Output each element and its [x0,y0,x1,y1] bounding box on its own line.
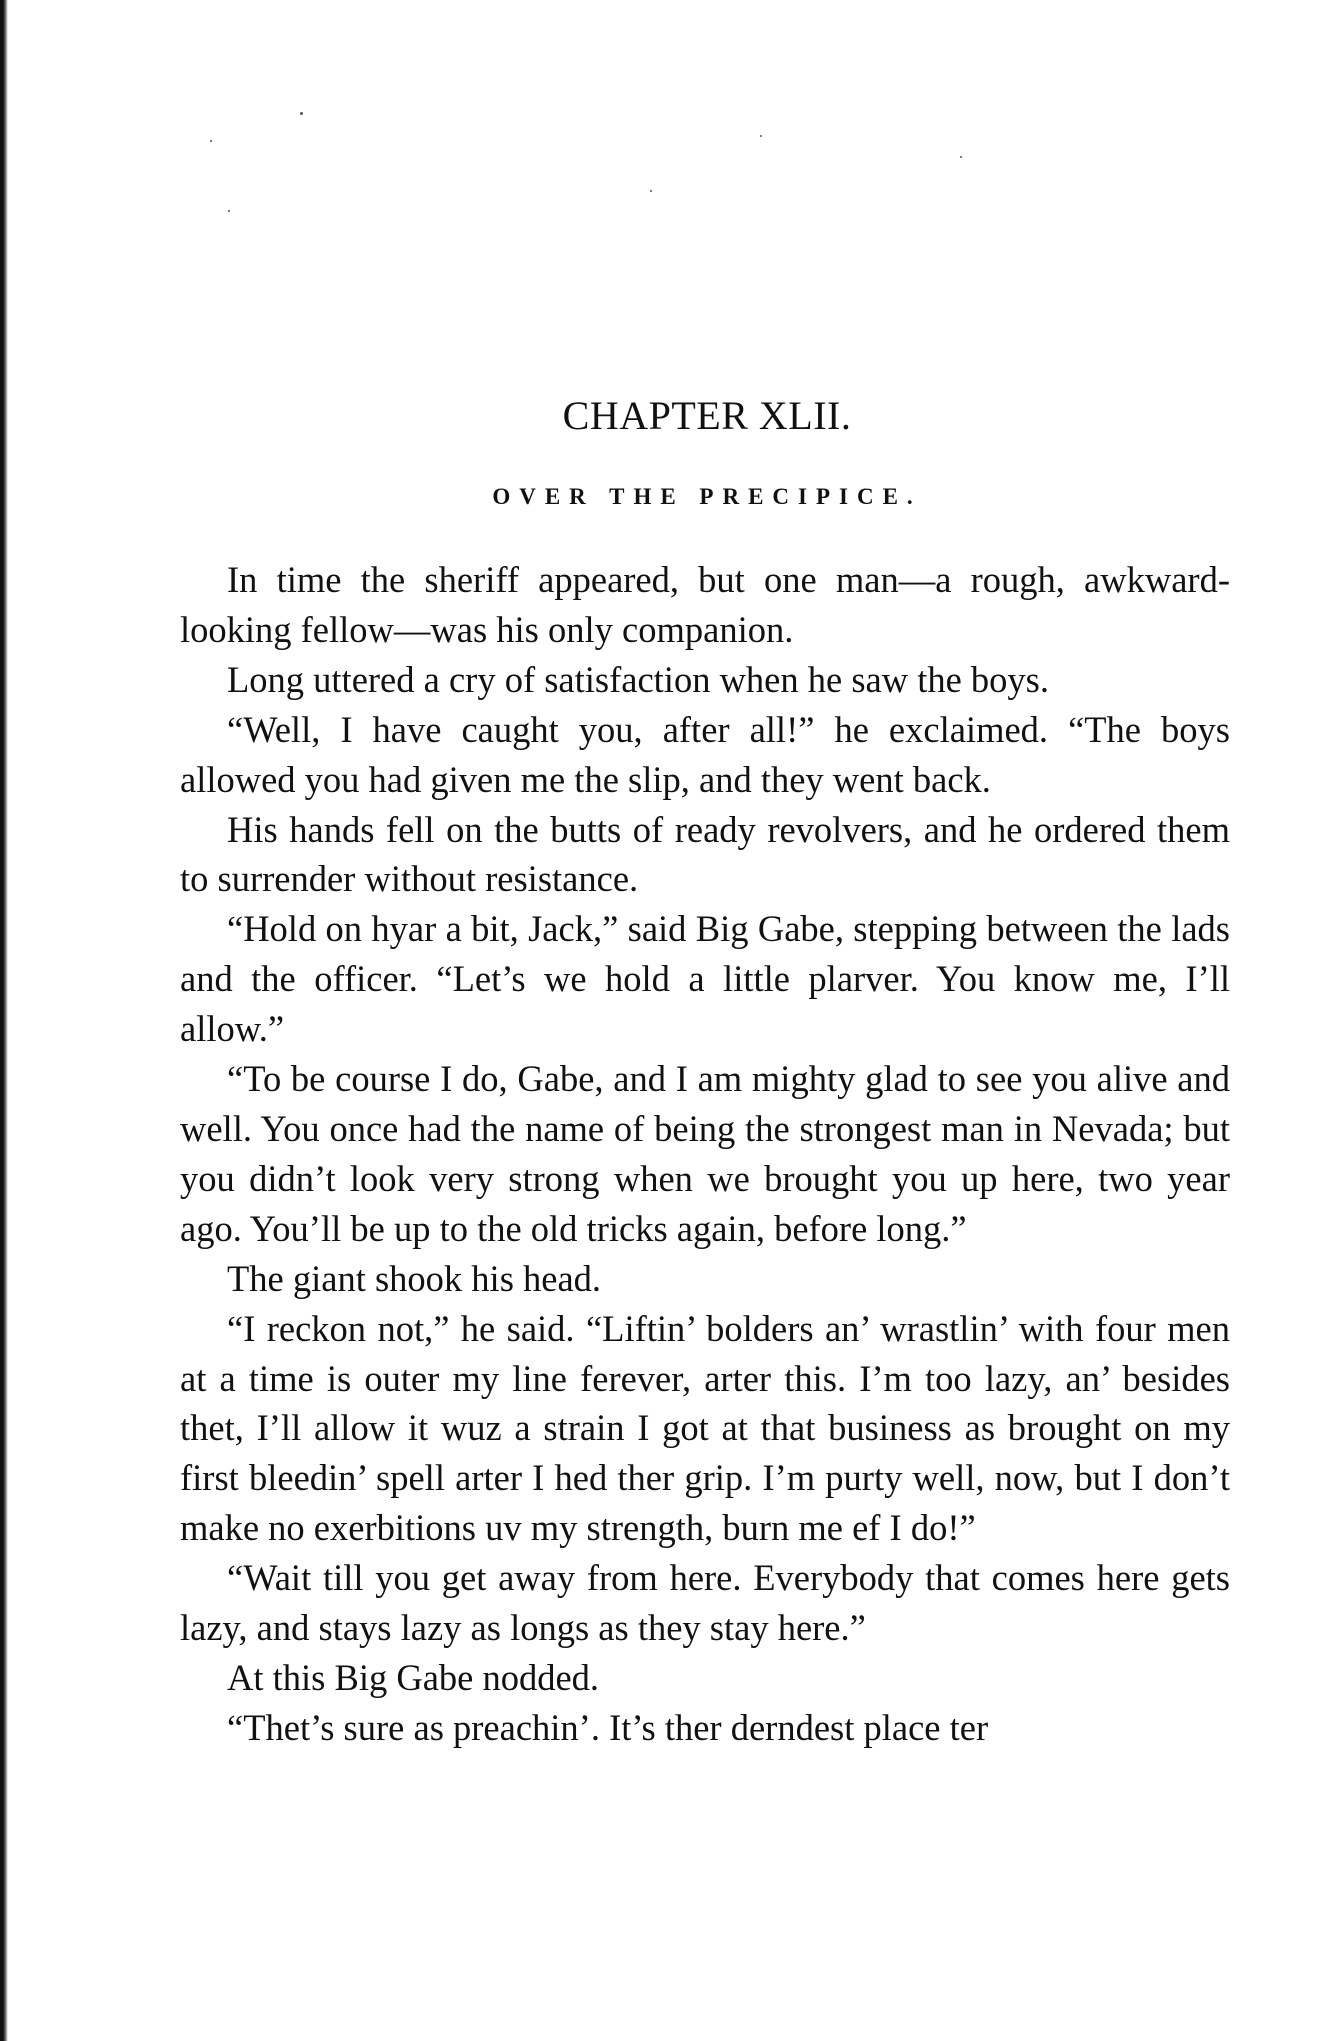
chapter-body [180,555,1230,1753]
paragraph: “Thet’s sure as preachin’. It’s ther derndest place ter [227,1706,989,1748]
ink-speck [960,156,962,158]
ink-speck [760,135,762,137]
chapter-title: CHAPTER XLII. [562,393,852,438]
paragraph: “Wait till you get away from here. Everybody that comes here gets lazy, and stays lazy as longs as they stay here.” [180,1557,1230,1649]
ink-speck [650,190,652,192]
ink-speck [300,112,303,115]
paragraph: In time the sheriff appeared, but one man—a rough, awkward-looking fellow—was his only companion. [180,559,1230,650]
paragraph: “Hold on hyar a bit, Jack,” said Big Gabe, stepping between the lads and the officer. “Let’s we hold a little plarver. You know me, I’ll allow.” [180,908,1230,1050]
ink-speck [210,140,212,142]
page-binding-edge [0,0,8,2041]
paragraph: Long uttered a cry of satisfaction when he saw the boys. [227,658,1050,700]
paragraph: At this Big Gabe nodded. [227,1656,600,1698]
paragraph: The giant shook his head. [227,1257,602,1299]
paragraph: “I reckon not,” he said. “Liftin’ bolders an’ wrastlin’ with four men at a time is outer my line ferever, arter this. I’m too lazy, an’ besides thet, I’ll allow it wuz a strain I got at that business as brought on my first bleedin’ spell arter I hed ther grip. I’m purty well, now, but I don’t make no exerbitions uv my strength, burn me ef I do!” [180,1307,1230,1549]
paragraph: “To be course I do, Gabe, and I am mighty glad to see you alive and well. You once had the name of being the strongest man in Nevada; but you didn’t look very strong when we brought you up here, two year ago. You’ll be up to the old tricks again, before long.” [180,1058,1230,1249]
paragraph: “Well, I have caught you, after all!” he exclaimed. “The boys allowed you had given me the slip, and they went back. [180,708,1230,800]
paragraph: His hands fell on the butts of ready revolvers, and he ordered them to surrender without resistance. [180,808,1230,900]
chapter-subtitle: OVER THE PRECIPICE. [492,484,922,509]
ink-speck [228,210,230,212]
